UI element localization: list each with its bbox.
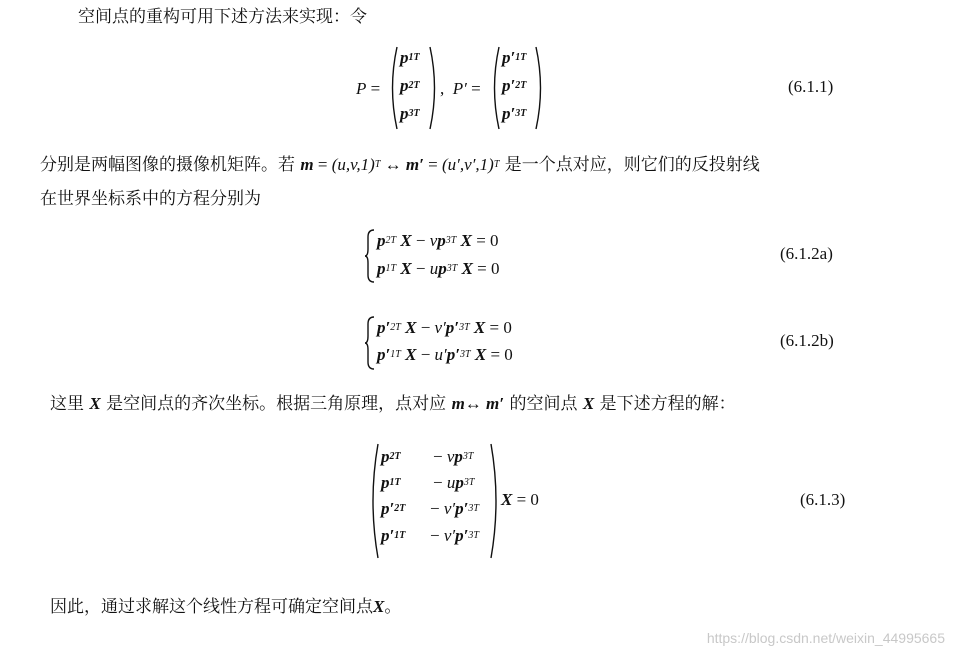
matrix-cell: $p^{1T}$	[400, 48, 420, 67]
equation-line: $p^{2T}$ $X - vp^{3T}$ X = 0	[377, 231, 499, 250]
homogeneous-text: 这里 X 是空间点的齐次坐标。根据三角原理，点对应 m↔ m′ 的空间点 X 是下述方程的解：	[50, 394, 736, 414]
left-brace	[364, 316, 376, 370]
matrix-cell: $p^{3T}$	[400, 104, 420, 123]
equation-number: (6.1.2b)	[780, 331, 834, 350]
matrix-cell: $p^{2T}$	[400, 76, 420, 95]
equation-number: (6.1.1)	[788, 77, 834, 96]
camera-text: 分别是两幅图像的摄像机矩阵。若 $m = (u,v,1)^T$ ↔ $m' = (u',v',1)^T$ 是一个点对应，则它们的反投射线	[40, 155, 760, 175]
Pprime-label: , P′ =	[440, 79, 481, 98]
matrix-cell: − $v'p'^{3T}$	[430, 526, 479, 545]
equation-number: (6.1.2a)	[780, 244, 833, 263]
camera-text-line2: 在世界坐标系中的方程分别为	[40, 189, 261, 209]
watermark: https://blog.csdn.net/weixin_44995665	[706, 630, 945, 646]
left-brace	[364, 229, 376, 283]
matrix-cell: $p'^{3T}$	[502, 104, 527, 123]
equation-rhs: X = 0	[501, 490, 539, 509]
left-paren	[489, 46, 501, 130]
matrix-cell: − $v'p'^{3T}$	[430, 499, 479, 518]
equation-line: $p'^{1T}$ $X - u'p'^{3T}$ X = 0	[377, 345, 513, 364]
matrix-cell: $p^{2T}$	[381, 447, 401, 466]
right-paren	[534, 46, 546, 130]
equation-line: $p^{1T}$ $X - up^{3T}$ X = 0	[377, 259, 500, 278]
conclusion-text: 因此，通过求解这个线性方程可确定空间点X。	[50, 597, 402, 617]
matrix-cell: − $vp^{3T}$	[433, 447, 474, 466]
left-paren	[368, 443, 380, 559]
equation-number: (6.1.3)	[800, 490, 846, 509]
matrix-cell: − $up^{3T}$	[433, 473, 475, 492]
right-paren	[428, 46, 440, 130]
matrix-cell: $p'^{2T}$	[502, 76, 527, 95]
intro-text: 空间点的重构可用下述方法来实现：令	[78, 7, 367, 27]
left-paren	[387, 46, 399, 130]
matrix-cell: $p'^{1T}$	[502, 48, 527, 67]
P-label: P =	[356, 79, 381, 98]
matrix-cell: $p'^{2T}$	[381, 499, 406, 518]
equation-line: $p'^{2T}$ $X - v'p'^{3T}$ X = 0	[377, 318, 512, 337]
matrix-cell: $p^{1T}$	[381, 473, 401, 492]
matrix-cell: $p'^{1T}$	[381, 526, 406, 545]
right-paren	[489, 443, 501, 559]
